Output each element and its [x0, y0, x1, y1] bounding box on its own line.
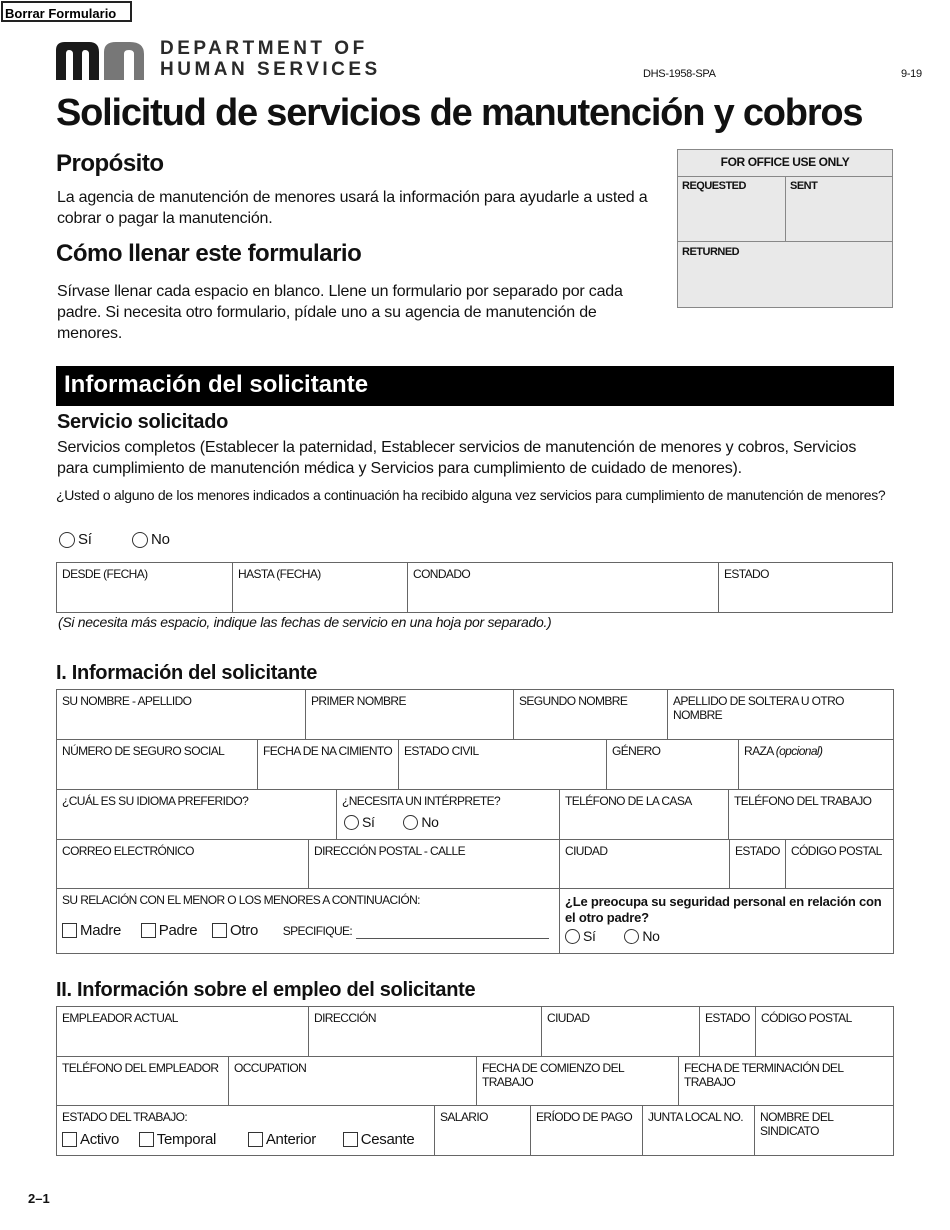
other-label: Otro: [230, 922, 259, 939]
mother-checkbox[interactable]: [62, 923, 77, 938]
office-sent[interactable]: [786, 176, 892, 242]
maiden-name-label: APELLIDO DE SOLTERA U OTRO NOMBRE: [673, 694, 844, 722]
state-label: ESTADO: [735, 844, 780, 858]
street-label: DIRECCIÓN POSTAL - CALLE: [314, 844, 465, 858]
zip-field[interactable]: [785, 839, 893, 889]
employer-label: EMPLEADOR ACTUAL: [62, 1011, 178, 1025]
father-label: Padre: [158, 922, 198, 939]
city-field[interactable]: [559, 839, 729, 889]
service-history-table: [56, 562, 893, 613]
union-field[interactable]: [754, 1105, 893, 1155]
office-requested-label: REQUESTED: [682, 180, 746, 192]
service-no-radio[interactable]: [132, 532, 148, 548]
service-from-field[interactable]: [57, 563, 232, 612]
temporary-label: Temporal: [156, 1131, 217, 1148]
form-number: DHS-1958-SPA: [643, 68, 716, 80]
ssn-field[interactable]: [57, 739, 257, 790]
end-date-label: FECHA DE TERMINACIÓN DEL TRABAJO: [684, 1061, 843, 1089]
service-yes-label: Sí: [78, 531, 92, 549]
employer-state-label: ESTADO: [705, 1011, 750, 1025]
interpreter-no-label: No: [421, 814, 439, 830]
occupation-field[interactable]: [228, 1056, 476, 1106]
email-label: CORREO ELECTRÓNICO: [62, 844, 194, 858]
specify-label: SPECIFIQUE:: [282, 923, 353, 938]
other-checkbox[interactable]: [212, 923, 227, 938]
section-bar-applicant: Información del solicitante: [56, 366, 894, 406]
service-to-field[interactable]: [232, 563, 407, 612]
purpose-text: La agencia de manutención de menores usará la información para ayudarle a usted a cobrar o pagar la manutención.: [57, 189, 648, 227]
service-state-field[interactable]: [718, 563, 892, 612]
safety-field: [559, 888, 893, 953]
maiden-name-field[interactable]: [667, 690, 893, 740]
how-to-heading: Cómo llenar este formulario: [56, 240, 362, 267]
relation-label: SU RELACIÓN CON EL MENOR O LOS MENORES A CONTINUACIÓN:: [62, 893, 420, 907]
page-title: Solicitud de servicios de manutención y cobros: [56, 92, 863, 134]
work-status-field: [57, 1105, 434, 1155]
end-date-field[interactable]: [678, 1056, 893, 1106]
salary-label: SALARIO: [440, 1110, 488, 1124]
marital-status-field[interactable]: [398, 739, 606, 790]
purpose-heading: Propósito: [56, 150, 164, 177]
interpreter-label: ¿NECESITA UN INTÉRPRETE?: [342, 794, 501, 808]
employer-city-field[interactable]: [541, 1007, 699, 1057]
home-phone-field[interactable]: [559, 789, 728, 840]
work-phone-field[interactable]: [728, 789, 893, 840]
employer-phone-field[interactable]: [57, 1056, 228, 1106]
office-returned[interactable]: [678, 242, 892, 307]
interpreter-yes-radio[interactable]: [344, 815, 359, 830]
start-date-field[interactable]: [476, 1056, 678, 1106]
home-phone-label: TELÉFONO DE LA CASA: [565, 794, 692, 808]
applicant-table: [56, 689, 894, 954]
employer-address-label: DIRECCIÓN: [314, 1011, 376, 1025]
logo-line1: DEPARTMENT OF: [160, 38, 368, 59]
street-field[interactable]: [308, 839, 559, 889]
father-checkbox[interactable]: [141, 923, 156, 938]
office-use-box: [677, 149, 893, 308]
office-requested[interactable]: [678, 176, 786, 242]
employer-zip-field[interactable]: [755, 1007, 893, 1057]
previous-checkbox[interactable]: [248, 1132, 263, 1147]
previous-label: Anterior: [265, 1131, 316, 1148]
applicant-heading: I. Información del solicitante: [56, 662, 318, 684]
middle-name-field[interactable]: [513, 690, 667, 740]
employer-city-label: CIUDAD: [547, 1011, 590, 1025]
work-phone-label: TELÉFONO DEL TRABAJO: [734, 794, 872, 808]
employment-heading: II. Información sobre el empleo del solicitante: [56, 979, 476, 1001]
service-no-label: No: [151, 531, 170, 549]
employer-field[interactable]: [57, 1007, 308, 1057]
service-county-label: CONDADO: [413, 567, 471, 581]
mn-logo-icon: [56, 40, 144, 80]
service-state-label: ESTADO: [724, 567, 769, 581]
race-label: RAZA: [744, 744, 773, 758]
service-county-field[interactable]: [407, 563, 718, 612]
unemployed-checkbox[interactable]: [343, 1132, 358, 1147]
pay-period-field[interactable]: [530, 1105, 642, 1155]
interpreter-yes-label: Sí: [362, 814, 375, 830]
first-name-field[interactable]: [305, 690, 513, 740]
start-date-label: FECHA DE COMIENZO DEL TRABAJO: [482, 1061, 624, 1089]
service-note: (Si necesita más espacio, indique las fechas de servicio en una hoja por separado.): [58, 614, 552, 630]
office-returned-label: RETURNED: [682, 246, 740, 258]
marital-status-label: ESTADO CIVIL: [404, 744, 479, 758]
gender-field[interactable]: [606, 739, 738, 790]
email-field[interactable]: [57, 839, 308, 889]
safety-no-radio[interactable]: [624, 929, 639, 944]
service-from-label: DESDE (FECHA): [62, 567, 148, 581]
dob-label: FECHA DE NA CIMIENTO: [263, 744, 393, 758]
employer-zip-label: CÓDIGO POSTAL: [761, 1011, 852, 1025]
dob-field[interactable]: [257, 739, 398, 790]
mother-label: Madre: [80, 922, 122, 939]
last-name-label: SU NOMBRE - APELLIDO: [62, 694, 192, 708]
employment-table: [56, 1006, 894, 1156]
zip-label: CÓDIGO POSTAL: [791, 844, 882, 858]
middle-name-label: SEGUNDO NOMBRE: [519, 694, 628, 708]
active-checkbox[interactable]: [62, 1132, 77, 1147]
ssn-label: NÚMERO DE SEGURO SOCIAL: [62, 744, 225, 758]
safety-yes-label: Sí: [583, 928, 596, 944]
local-board-field[interactable]: [642, 1105, 754, 1155]
service-yes-radio[interactable]: [59, 532, 75, 548]
work-status-label: ESTADO DEL TRABAJO:: [62, 1110, 188, 1124]
language-label: ¿CUÁL ES SU IDIOMA PREFERIDO?: [62, 794, 249, 808]
local-board-label: JUNTA LOCAL NO.: [648, 1110, 744, 1124]
logo-line2: HUMAN SERVICES: [160, 59, 381, 80]
last-name-field[interactable]: [57, 690, 305, 740]
union-label: NOMBRE DEL SINDICATO: [760, 1110, 833, 1138]
employer-state-field[interactable]: [699, 1007, 755, 1057]
how-to-text: Sírvase llenar cada espacio en blanco. Llene un formulario por separado por cada padre. Si necesita otro formulario, pídale uno a su agencia de manutención de menores.: [57, 283, 623, 342]
salary-field[interactable]: [434, 1105, 530, 1155]
service-question: ¿Usted o alguno de los menores indicados a continuación ha recibido alguna vez servicios para cumplimiento de manutención de menores?: [56, 487, 886, 503]
unemployed-label: Cesante: [360, 1131, 415, 1148]
language-field[interactable]: [57, 789, 336, 840]
service-heading: Servicio solicitado: [57, 411, 229, 433]
first-name-label: PRIMER NOMBRE: [311, 694, 406, 708]
pay-period-label: ERÍODO DE PAGO: [536, 1110, 633, 1124]
service-text: Servicios completos (Establecer la paternidad, Establecer servicios de manutención de menores y cobros, Servicios para cumplimiento de manutención médica y Servicios para cumplimiento de cuidado de menores).: [57, 439, 857, 477]
safety-question: ¿Le preocupa su seguridad personal en relación con el otro padre?: [565, 894, 882, 925]
specify-input[interactable]: [356, 926, 549, 939]
safety-no-label: No: [642, 928, 660, 944]
relation-field: [57, 888, 559, 953]
state-field[interactable]: [729, 839, 785, 889]
interpreter-field: [336, 789, 559, 840]
page-number: 2–1: [28, 1191, 50, 1206]
employer-address-field[interactable]: [308, 1007, 541, 1057]
form-date: 9-19: [901, 68, 922, 80]
service-to-label: HASTA (FECHA): [238, 567, 321, 581]
active-label: Activo: [80, 1131, 120, 1148]
race-optional-label: (opcional): [775, 744, 823, 758]
gender-label: GÉNERO: [612, 744, 661, 758]
race-field[interactable]: [738, 739, 893, 790]
city-label: CIUDAD: [565, 844, 608, 858]
safety-yes-radio[interactable]: [565, 929, 580, 944]
interpreter-no-radio[interactable]: [403, 815, 418, 830]
service-radio-group: [59, 531, 170, 549]
occupation-label: OCCUPATION: [234, 1061, 307, 1075]
employer-phone-label: TELÉFONO DEL EMPLEADOR: [62, 1061, 219, 1075]
clear-form-button[interactable]: Borrar Formulario: [1, 1, 132, 22]
office-use-header: FOR OFFICE USE ONLY: [678, 150, 892, 177]
temporary-checkbox[interactable]: [139, 1132, 154, 1147]
office-sent-label: SENT: [790, 180, 818, 192]
